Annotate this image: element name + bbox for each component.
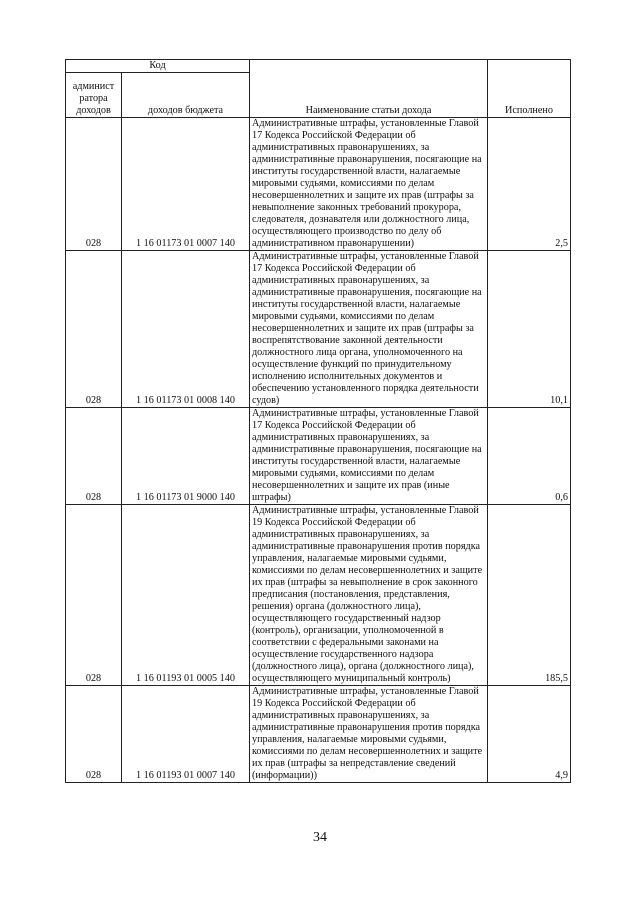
- revenue-name-cell: Административные штрафы, установленные Главой 19 Кодекса Российской Федерации об административных правонарушениях, за административные правонарушения против порядка управления, налагаемые мировыми судьями, комиссиями по делам несовершеннолетних и защите их прав (штрафы за невыполнение в срок законного предписания (постановления, представления, решения) органа (должностного лица), осуществляющего государственный надзор (контроль), организации, уполномоченной в соответствии с федеральными законами на осуществление государственного надзора (должностного лица), органа (должностного лица), осуществляющего муниципальный контроль): [250, 505, 488, 686]
- budget-revenue-table: [65, 59, 571, 783]
- admin-code-cell: 028: [66, 505, 122, 686]
- header-row-top: [66, 60, 571, 73]
- header-admin: админист ратора доходов: [66, 73, 122, 118]
- admin-code-cell: 028: [66, 251, 122, 408]
- budget-code-cell: 1 16 01173 01 9000 140: [122, 408, 250, 505]
- header-executed: Исполнено: [488, 60, 571, 118]
- revenue-name-cell: Административные штрафы, установленные Главой 17 Кодекса Российской Федерации об административных правонарушениях, за административные правонарушения, посягающие на институты государственной власти, налагаемые мировыми судьями, комиссиями по делам несовершеннолетних и защите их прав (штрафы за воспрепятствование законной деятельности должностного лица органа, уполномоченного на осуществление функций по принудительному исполнению исполнительных документов и обеспечению установленного порядка деятельности судов): [250, 251, 488, 408]
- budget-code-cell: 1 16 01193 01 0007 140: [122, 686, 250, 783]
- amount-cell: 2,5: [488, 118, 571, 251]
- budget-code-cell: 1 16 01193 01 0005 140: [122, 505, 250, 686]
- table-row: [66, 251, 571, 408]
- amount-cell: 185,5: [488, 505, 571, 686]
- revenue-name-cell: Административные штрафы, установленные Главой 19 Кодекса Российской Федерации об административных правонарушениях, за административные правонарушения против порядка управления, налагаемые мировыми судьями, комиссиями по делам несовершеннолетних и защите их прав (штрафы за непредставление сведений (информации)): [250, 686, 488, 783]
- page-number: 34: [313, 830, 327, 845]
- budget-code-cell: 1 16 01173 01 0008 140: [122, 251, 250, 408]
- header-code-group: Код: [66, 60, 250, 73]
- revenue-name-cell: Административные штрафы, установленные Главой 17 Кодекса Российской Федерации об административных правонарушениях, за административные правонарушения, посягающие на институты государственной власти, налагаемые мировыми судьями, комиссиями по делам несовершеннолетних и защите их прав (иные штрафы): [250, 408, 488, 505]
- table-row: [66, 118, 571, 251]
- revenue-name-cell: Административные штрафы, установленные Главой 17 Кодекса Российской Федерации об административных правонарушениях, за административные правонарушения, посягающие на институты государственной власти, налагаемые мировыми судьями, комиссиями по делам несовершеннолетних и защите их прав (штрафы за невыполнение законных требований прокурора, следователя, дознавателя или должностного лица, осуществляющего производство по делу об административном правонарушении): [250, 118, 488, 251]
- table-row: [66, 505, 571, 686]
- admin-code-cell: 028: [66, 118, 122, 251]
- header-name: Наименование статьи дохода: [250, 60, 488, 118]
- admin-code-cell: 028: [66, 408, 122, 505]
- amount-cell: 0,6: [488, 408, 571, 505]
- amount-cell: 10,1: [488, 251, 571, 408]
- header-budget-code: доходов бюджета: [122, 73, 250, 118]
- table-row: [66, 408, 571, 505]
- table-row: [66, 686, 571, 783]
- amount-cell: 4,9: [488, 686, 571, 783]
- admin-code-cell: 028: [66, 686, 122, 783]
- budget-code-cell: 1 16 01173 01 0007 140: [122, 118, 250, 251]
